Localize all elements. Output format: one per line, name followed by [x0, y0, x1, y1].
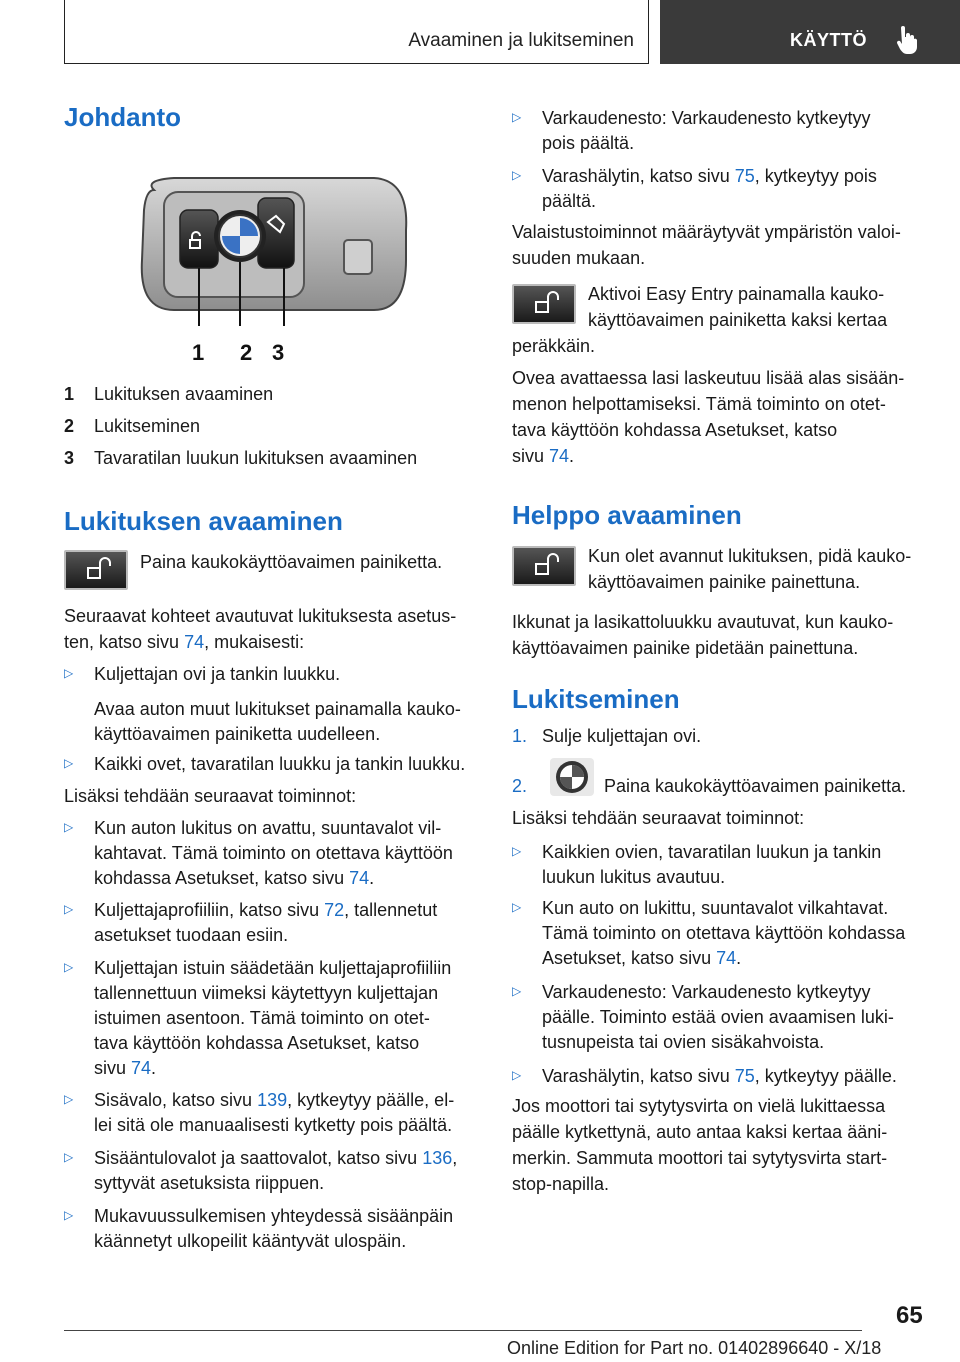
page-link[interactable]: 74: [349, 868, 370, 888]
step-1: 1. Sulje kuljettajan ovi.: [512, 726, 702, 746]
bullet-triangle-icon: ▷: [64, 1092, 74, 1106]
door-text: Ovea avattaessa lasi laskeutuu lisää alas sisään-: [512, 368, 905, 388]
step-2-text: Paina kaukokäyttöavaimen painiketta.: [604, 776, 907, 796]
page-link[interactable]: 75: [734, 166, 755, 186]
page-link[interactable]: 139: [257, 1090, 288, 1110]
door-text: menon helpottamiseksi. Tämä toiminto on otet-: [512, 394, 886, 414]
bullet-triangle-icon: ▷: [64, 1150, 74, 1164]
bullet-triangle-icon: ▷: [64, 1208, 74, 1222]
callout-3: 3: [272, 340, 285, 365]
callout-1: 1: [192, 340, 205, 365]
page-link[interactable]: 74: [716, 948, 737, 968]
bullet-triangle-icon: ▷: [512, 900, 522, 914]
easy-entry-text: Aktivoi Easy Entry painamalla kauko-: [588, 284, 885, 304]
bullet-triangle-icon: ▷: [64, 666, 74, 680]
bullet-item: ▷ Kuljettajan istuin säädetään kuljettajaprofiiliin tallennettuun viimeksi käytettyyn kuljettajan istuimen asentoon. Tämä toiminto on otet- tava käyttöön kohdassa Asetukset, katso sivu 74.: [64, 958, 452, 1078]
bullet-item: ▷ Kaikkien ovien, tavaratilan luukun ja tankin luukun lukitus avautuu.: [512, 842, 882, 887]
also-text: Lisäksi tehdään seuraavat toiminnot:: [64, 786, 357, 806]
footer-edition: Online Edition for Part no. 01402896640 - X/18: [507, 1338, 882, 1358]
unlock-button-icon: [64, 550, 128, 590]
closing-text: merkin. Sammuta moottori tai sytytysvirta start-: [512, 1148, 888, 1168]
heading-lock: Lukitseminen: [512, 684, 680, 714]
closing-text: stop-napilla.: [512, 1174, 610, 1194]
bullet-item: ▷ Varkaudenesto: Varkaudenesto kytkeytyy pois päältä.: [512, 108, 871, 153]
bullet-item: ▷ Kuljettajaprofiiliin, katso sivu 72, tallennetut asetukset tuodaan esiin.: [64, 900, 438, 945]
callout-2: 2: [240, 340, 253, 365]
header-chapter-tab: [660, 0, 960, 64]
page-link[interactable]: 136: [422, 1148, 453, 1168]
closing-text: Jos moottori tai sytytysvirta on vielä lukittaessa: [512, 1096, 886, 1116]
easy-open-press-text: käyttöavaimen painike painettuna.: [588, 572, 861, 592]
page-number: 65: [896, 1302, 923, 1329]
bullet-triangle-icon: ▷: [512, 1068, 522, 1082]
easy-entry-text: käyttöavaimen painiketta kaksi kertaa: [588, 310, 888, 330]
bullet-item: ▷ Kun auto on lukittu, suuntavalot vilkahtavat. Tämä toiminto on otettava käyttöön kohdassa Asetukset, katso sivu 74.: [512, 898, 906, 968]
unlock-para-line: Seuraavat kohteet avautuvat lukituksesta asetus-: [64, 606, 457, 626]
bullet-triangle-icon: ▷: [64, 756, 74, 770]
page-link[interactable]: 72: [324, 900, 345, 920]
bullet-triangle-icon: ▷: [64, 902, 74, 916]
step-2: 2.: [512, 776, 528, 796]
also-text: Lisäksi tehdään seuraavat toiminnot:: [512, 808, 805, 828]
header-section-box: [64, 0, 649, 64]
bullet-triangle-icon: ▷: [64, 820, 74, 834]
bmw-logo-icon: [550, 758, 594, 796]
bullet-triangle-icon: ▷: [512, 844, 522, 858]
bullet-item: ▷ Sisävalo, katso sivu 139, kytkeytyy päälle, el- lei sitä ole manuaalisesti kytketty pois päältä.: [64, 1090, 455, 1135]
bullet-item: ▷ Varashälytin, katso sivu 75, kytkeytyy päälle.: [512, 1066, 897, 1086]
heading-easy-open: Helppo avaaminen: [512, 500, 742, 530]
easy-entry-text: peräkkäin.: [512, 336, 596, 356]
bullet-triangle-icon: ▷: [512, 110, 522, 124]
bullet-triangle-icon: ▷: [512, 168, 522, 182]
windows-text: käyttöavaimen painike pidetään painettuna.: [512, 638, 859, 658]
bullet-triangle-icon: ▷: [512, 984, 522, 998]
header-chapter-title: KÄYTTÖ: [790, 30, 867, 50]
closing-text: päälle kytkettynä, auto antaa kaksi kertaa ääni-: [512, 1122, 888, 1142]
bullet-item: ▷ Sisääntulovalot ja saattovalot, katso sivu 136, syttyvät asetuksista riippuen.: [64, 1148, 458, 1193]
page-link[interactable]: 74: [184, 632, 205, 652]
bullet-item: ▷ Kaikki ovet, tavaratilan luukku ja tankin luukku.: [64, 754, 466, 774]
bullet-item: ▷ Varkaudenesto: Varkaudenesto kytkeytyy päälle. Toiminto estää ovien avaamisen luki- tusnupeista tai ovien sisäkahvoista.: [512, 982, 894, 1052]
unlock-button-icon: [512, 546, 576, 586]
bullet-triangle-icon: ▷: [64, 960, 74, 974]
unlock-press-text: Paina kaukokäyttöavaimen painiketta.: [140, 552, 443, 572]
door-text: tava käyttöön kohdassa Asetukset, katso: [512, 420, 838, 440]
lighting-text: Valaistustoiminnot määräytyvät ympäristön valoi-: [512, 222, 901, 242]
bullet-item: ▷ Varashälytin, katso sivu 75, kytkeytyy pois päältä.: [512, 166, 877, 211]
page-link[interactable]: 75: [734, 1066, 755, 1086]
easy-open-press-text: Kun olet avannut lukituksen, pidä kauko-: [588, 546, 912, 566]
lighting-text: suuden mukaan.: [512, 248, 646, 268]
unlock-button-icon: [512, 284, 576, 324]
heading-intro: Johdanto: [64, 102, 181, 132]
unlock-para-line: ten, katso sivu 74, mukaisesti:: [64, 632, 305, 652]
page-link[interactable]: 74: [549, 446, 570, 466]
bullet-item: ▷ Mukavuussulkemisen yhteydessä sisäänpäin käännetyt ulkopeilit kääntyvät ulospäin.: [64, 1206, 454, 1251]
pointing-hand-icon: [896, 26, 918, 54]
door-text: sivu 74.: [512, 446, 575, 466]
page-link[interactable]: 74: [131, 1058, 152, 1078]
bullet-item: ▷ Kun auton lukitus on avattu, suuntavalot vil- kahtavat. Tämä toiminto on otettava käyttöön kohdassa Asetukset, katso sivu 74.: [64, 818, 453, 888]
heading-unlock: Lukituksen avaaminen: [64, 506, 343, 536]
windows-text: Ikkunat ja lasikattoluukku avautuvat, kun kauko-: [512, 612, 894, 632]
bullet-item: ▷ Kuljettajan ovi ja tankin luukku. Avaa auton muut lukitukset painamalla kauko- käyttöavaimen painiketta uudelleen.: [64, 664, 461, 744]
header-section-title: Avaaminen ja lukitseminen: [408, 30, 634, 51]
footer-divider: [64, 1330, 862, 1331]
key-fob-image: [134, 170, 414, 370]
